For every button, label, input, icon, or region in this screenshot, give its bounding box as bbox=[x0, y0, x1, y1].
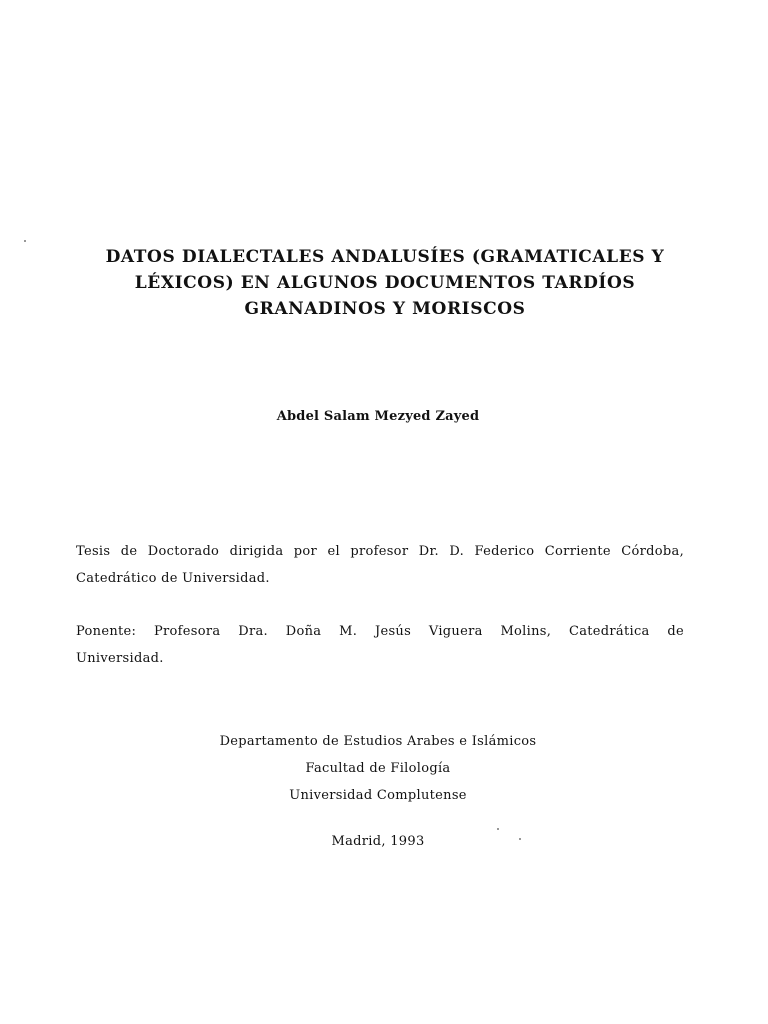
ponente-note bbox=[76, 618, 684, 672]
title-line: DATOS DIALECTALES ANDALUSÍES (GRAMATICALES Y bbox=[105, 247, 665, 267]
thesis-note-line: Catedrático de Universidad. bbox=[76, 571, 270, 586]
affiliation-block bbox=[0, 728, 756, 809]
author-name: Abdel Salam Mezyed Zayed bbox=[276, 409, 480, 424]
thesis-note-line: Tesis de Doctorado dirigida por el profesor Dr. D. Federico Corriente Córdoba, bbox=[76, 544, 684, 559]
faculty-name: Facultad de Filología bbox=[305, 761, 451, 776]
scan-speck bbox=[519, 838, 521, 840]
scan-speck bbox=[497, 828, 499, 830]
department-name: Departamento de Estudios Arabes e Islámicos bbox=[219, 734, 537, 749]
ponente-note-line: Universidad. bbox=[76, 651, 164, 666]
title-line: LÉXICOS) EN ALGUNOS DOCUMENTOS TARDÍOS bbox=[134, 273, 636, 293]
thesis-director-note bbox=[76, 538, 684, 592]
ponente-note-line: Ponente: Profesora Dra. Doña M. Jesús Viguera Molins, Catedrática de bbox=[76, 624, 684, 639]
scan-speck bbox=[24, 240, 26, 242]
place-and-date: Madrid, 1993 bbox=[331, 834, 425, 849]
title-line: GRANADINOS Y MORISCOS bbox=[244, 299, 526, 319]
thesis-title bbox=[90, 244, 680, 322]
university-name: Universidad Complutense bbox=[289, 788, 467, 803]
